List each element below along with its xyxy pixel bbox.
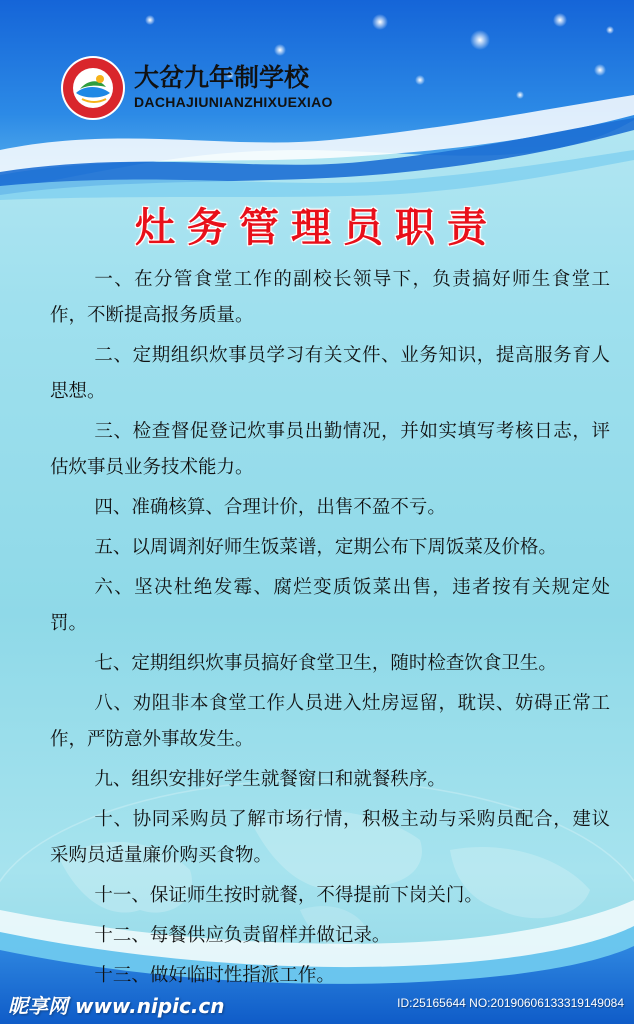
duty-item: 一、在分管食堂工作的副校长领导下，负责搞好师生食堂工作，不断提高报务质量。: [50, 269, 610, 326]
duty-item: 十三、做好临时性指派工作。: [94, 965, 335, 986]
watermark-id: ID:25165644 NO:20190606133319149084: [397, 996, 624, 1010]
school-name: 大岔九年制学校: [134, 63, 310, 92]
duty-item: 三、检查督促登记炊事员出勤情况，并如实填写考核日志，评估炊事员业务技术能力。: [50, 421, 610, 478]
watermark-site: 昵享网 www.nipic.cn: [8, 994, 225, 1018]
duty-item: 九、组织安排好学生就餐窗口和就餐秩序。: [94, 769, 446, 790]
duty-item: 二、定期组织炊事员学习有关文件、业务知识，提高服务育人思想。: [50, 345, 610, 402]
duty-item: 七、定期组织炊事员搞好食堂卫生，随时检查饮食卫生。: [94, 653, 557, 674]
school-pinyin: DACHAJIUNIANZHIXUEXIAO: [134, 94, 333, 110]
duty-item: 十、协同采购员了解市场行情，积极主动与采购员配合，建议采购员适量廉价购买食物。: [50, 809, 610, 866]
page-title: 灶务管理员职责: [135, 205, 499, 251]
duty-item: 十二、每餐供应负责留样并做记录。: [94, 925, 391, 946]
duty-item: 八、劝阻非本食堂工作人员进入灶房逗留，耽误、妨碍正常工作，严防意外事故发生。: [50, 693, 610, 750]
school-logo: [60, 55, 126, 121]
duty-item: 四、准确核算、合理计价，出售不盈不亏。: [94, 497, 446, 518]
duty-item: 六、坚决杜绝发霉、腐烂变质饭菜出售，违者按有关规定处罚。: [50, 577, 610, 634]
duty-item: 五、以周调剂好师生饭菜谱，定期公布下周饭菜及价格。: [94, 537, 557, 558]
school-emblem-icon: [60, 55, 126, 121]
duty-list: [50, 262, 610, 998]
duty-item: 十一、保证师生按时就餐，不得提前下岗关门。: [94, 885, 483, 906]
